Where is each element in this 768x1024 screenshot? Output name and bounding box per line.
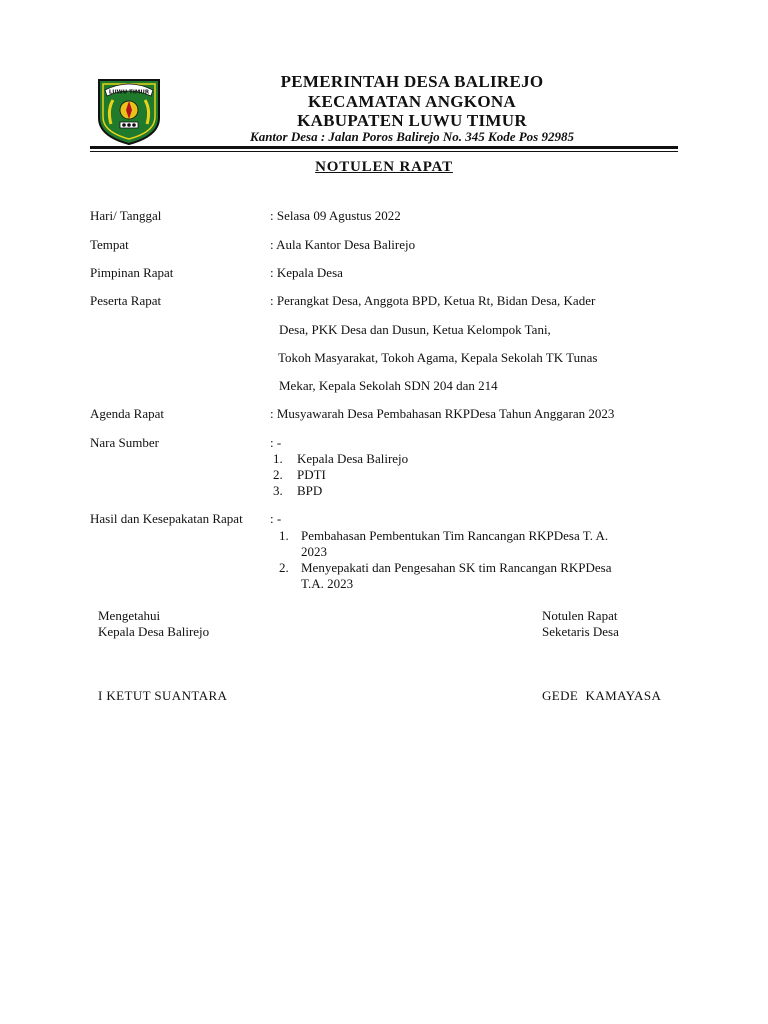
nara-item-3-num: 3. — [273, 483, 283, 498]
hasil-item-2-line-1: Menyepakati dan Pengesahan SK tim Rancangan RKPDesa — [301, 560, 612, 575]
signature-left-name: I KETUT SUANTARA — [98, 688, 228, 703]
peserta-line-3: Tokoh Masyarakat, Tokoh Agama, Kepala Sekolah TK Tunas — [278, 350, 598, 365]
hasil-item-2-line-2: T.A. 2023 — [301, 576, 354, 591]
peserta-line-2: Desa, PKK Desa dan Dusun, Ketua Kelompok Tani, — [279, 322, 551, 337]
letterhead-line-2: KECAMATAN ANGKONA — [308, 92, 516, 111]
tempat-label: Tempat — [90, 237, 129, 252]
pimpinan-label: Pimpinan Rapat — [90, 265, 174, 280]
document-title: NOTULEN RAPAT — [315, 159, 453, 175]
letterhead-rule-thin — [90, 151, 678, 152]
hasil-value: : - — [270, 511, 282, 526]
signature-right-line-1: Notulen Rapat — [542, 608, 618, 623]
hari-value: : Selasa 09 Agustus 2022 — [270, 208, 401, 223]
nara-item-1-text: Kepala Desa Balirejo — [297, 451, 409, 466]
hasil-item-2-num: 2. — [279, 560, 289, 575]
document-title-wrap — [0, 159, 768, 176]
hasil-label: Hasil dan Kesepakatan Rapat — [90, 511, 243, 526]
nara-item-2-text: PDTI — [297, 467, 326, 482]
hasil-item-1-line-2: 2023 — [301, 544, 327, 559]
letterhead-line-3: KABUPATEN LUWU TIMUR — [297, 111, 527, 130]
letterhead-line-1: PEMERINTAH DESA BALIREJO — [280, 72, 544, 91]
luwu-timur-emblem-logo — [93, 74, 165, 146]
letterhead-rule-thick — [90, 146, 678, 149]
hasil-item-1-num: 1. — [279, 528, 289, 543]
signature-left-line-1: Mengetahui — [98, 608, 161, 623]
nara-value: : - — [270, 435, 282, 450]
peserta-line-4: Mekar, Kepala Sekolah SDN 204 dan 214 — [279, 378, 498, 393]
nara-label: Nara Sumber — [90, 435, 159, 450]
signature-left-line-2: Kepala Desa Balirejo — [98, 624, 210, 639]
pimpinan-value: : Kepala Desa — [270, 265, 343, 280]
signature-right-line-2: Seketaris Desa — [542, 624, 619, 639]
nara-item-3-text: BPD — [297, 483, 323, 498]
peserta-label: Peserta Rapat — [90, 293, 162, 308]
hari-label: Hari/ Tanggal — [90, 208, 162, 223]
logo-text: LUWU TIMUR — [108, 89, 150, 96]
peserta-line-1: : Perangkat Desa, Anggota BPD, Ketua Rt, Bidan Desa, Kader — [270, 293, 596, 308]
hasil-item-1-line-1: Pembahasan Pembentukan Tim Rancangan RKPDesa T. A. — [301, 528, 609, 543]
signature-right-name: GEDE KAMAYASA — [542, 688, 662, 703]
agenda-label: Agenda Rapat — [90, 406, 165, 421]
tempat-value: : Aula Kantor Desa Balirejo — [270, 237, 416, 252]
agenda-value: : Musyawarah Desa Pembahasan RKPDesa Tahun Anggaran 2023 — [270, 406, 615, 421]
nara-item-2-num: 2. — [273, 467, 283, 482]
letterhead-address: Kantor Desa : Jalan Poros Balirejo No. 345 Kode Pos 92985 — [250, 129, 574, 144]
nara-item-1-num: 1. — [273, 451, 283, 466]
